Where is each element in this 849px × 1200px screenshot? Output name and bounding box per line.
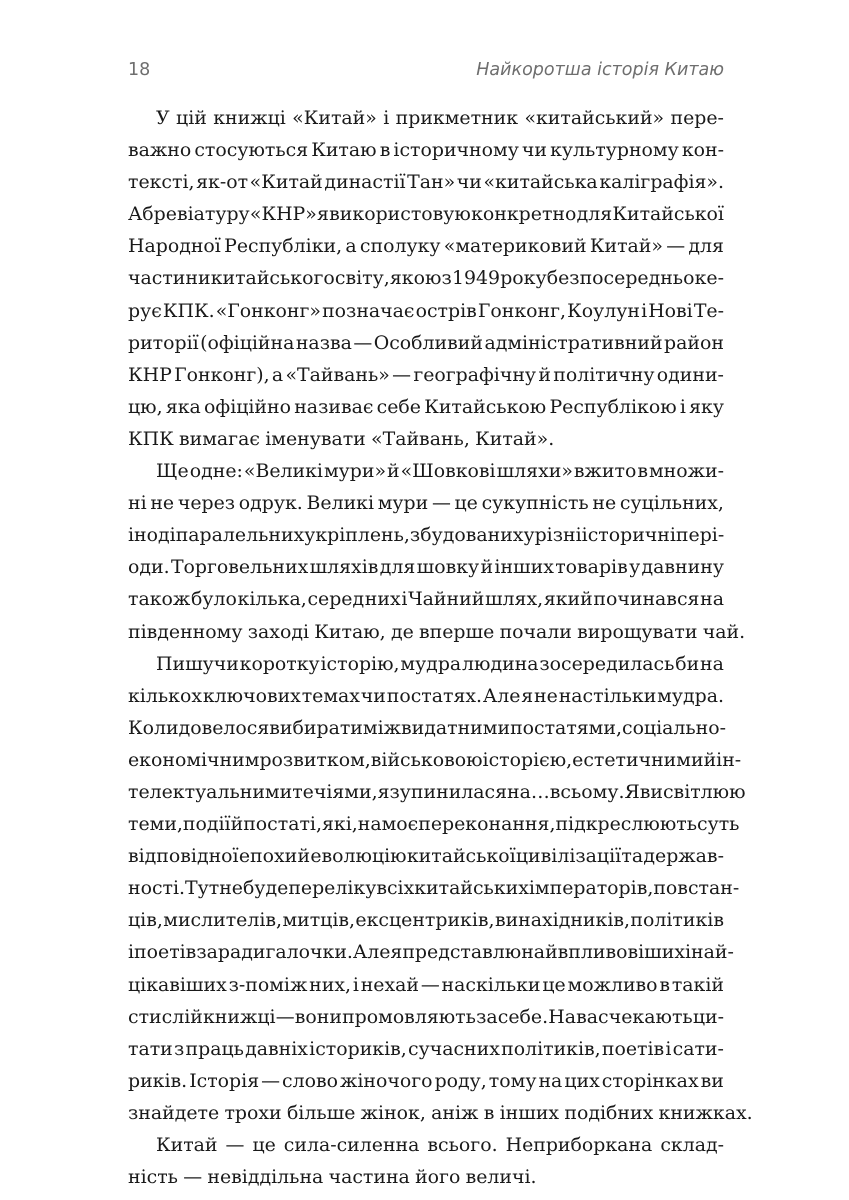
text-line: риторії (офіційна назва — Особливий адміністративний район — [128, 331, 724, 354]
text-line: тексті, як-от «Китай династії Тан» чи «китайська каліграфія». — [128, 171, 724, 194]
text-line: знайдете трохи більше жінок, аніж в інших подібних книжках. — [128, 1101, 753, 1124]
text-line: частини китайського світу, якою з 1949 року безпосередньо ке- — [128, 267, 724, 290]
running-title: Найкоротша історія Китаю — [476, 60, 724, 80]
text-line: Китай — це сила-силенна всього. Неприборкана склад- — [156, 1134, 724, 1156]
paragraph — [128, 102, 724, 455]
text-line: іноді паралельних укріплень, збудованих у різні історичні пері- — [128, 524, 725, 547]
text-line: Народної Республіки, а сполуку «материковий Китай» — для — [128, 235, 724, 258]
text-line: Ще одне: «Великі мури» й «Шовкові шляхи» вжито в множи- — [156, 460, 724, 483]
text-line: телектуальними течіями, я зупинилася на… всьому. Я висвітлюю — [128, 780, 746, 803]
text-line: теми, події й постаті, які, на моє переконання, підкреслюють суть — [128, 813, 740, 836]
paragraph — [128, 1129, 724, 1193]
text-line: ців, мислителів, митців, ексцентриків, винахідників, політиків — [128, 909, 724, 932]
text-line: ність — невіддільна частина його величі. — [128, 1166, 537, 1189]
paragraph — [128, 648, 753, 1129]
text-line: економічним розвитком, військовою історією, естетичними й ін- — [128, 748, 742, 771]
text-line: оди. Торговельних шляхів для шовку й інших товарів у давнину — [128, 556, 724, 579]
text-line: південному заході Китаю, де вперше почали вирощувати чай. — [128, 620, 746, 643]
text-line: риків. Історія — слово жіночого роду, тому на цих сторінках ви — [128, 1069, 724, 1092]
text-line: ності. Тут не буде переліку всіх китайських імператорів, повстан- — [128, 877, 740, 900]
paragraph — [128, 455, 746, 648]
text-line: цікавіших з-поміж них, і нехай — наскільки це можливо в такій — [128, 973, 724, 996]
text-line: і поетів заради галочки. Але я представлю найвпливовіших і най- — [128, 941, 734, 964]
body-text — [128, 102, 753, 1193]
page-header — [128, 60, 724, 88]
text-line: цю, яка офіційно називає себе Китайською Республікою і яку — [128, 395, 724, 418]
text-line: тати з праць давніх істориків, сучасних політиків, поетів і сати- — [128, 1037, 724, 1060]
text-line: кількох ключових темах чи постатях. Але я не настільки мудра. — [128, 684, 724, 707]
text-line: КПК вимагає іменувати «Тайвань, Китай». — [128, 427, 555, 450]
text-line: відповідної епохи й еволюцію китайської цивілізації та держав- — [128, 845, 724, 868]
text-line: важно стосуються Китаю в історичному чи культурному кон- — [128, 139, 724, 162]
text-line: Пишучи коротку історію, мудра людина зосередилась би на — [156, 652, 724, 675]
text-line: Абревіатуру «КНР» я використовую конкретно для Китайської — [128, 203, 724, 226]
text-line: стислій книжці — вони промовляють за себе. На вас чекають ци- — [128, 1005, 724, 1028]
text-line: рує КПК. «Гонконг» позначає острів Гонконг, Коулун і Нові Те- — [128, 299, 724, 322]
text-line: також було кілька, серед них і Чайний шлях, який починався на — [128, 588, 724, 611]
page-number: 18 — [128, 60, 151, 80]
text-line: ні не через одрук. Великі мури — це сукупність не суцільних, — [128, 492, 724, 515]
text-line: Коли довелося вибирати між видатними постатями, соціально- — [128, 716, 727, 739]
text-line: КНР Гонконг), а «Тайвань» — географічну й політичну одини- — [128, 363, 724, 386]
text-line: У цій книжці «Китай» і прикметник «китайський» пере- — [156, 107, 724, 129]
